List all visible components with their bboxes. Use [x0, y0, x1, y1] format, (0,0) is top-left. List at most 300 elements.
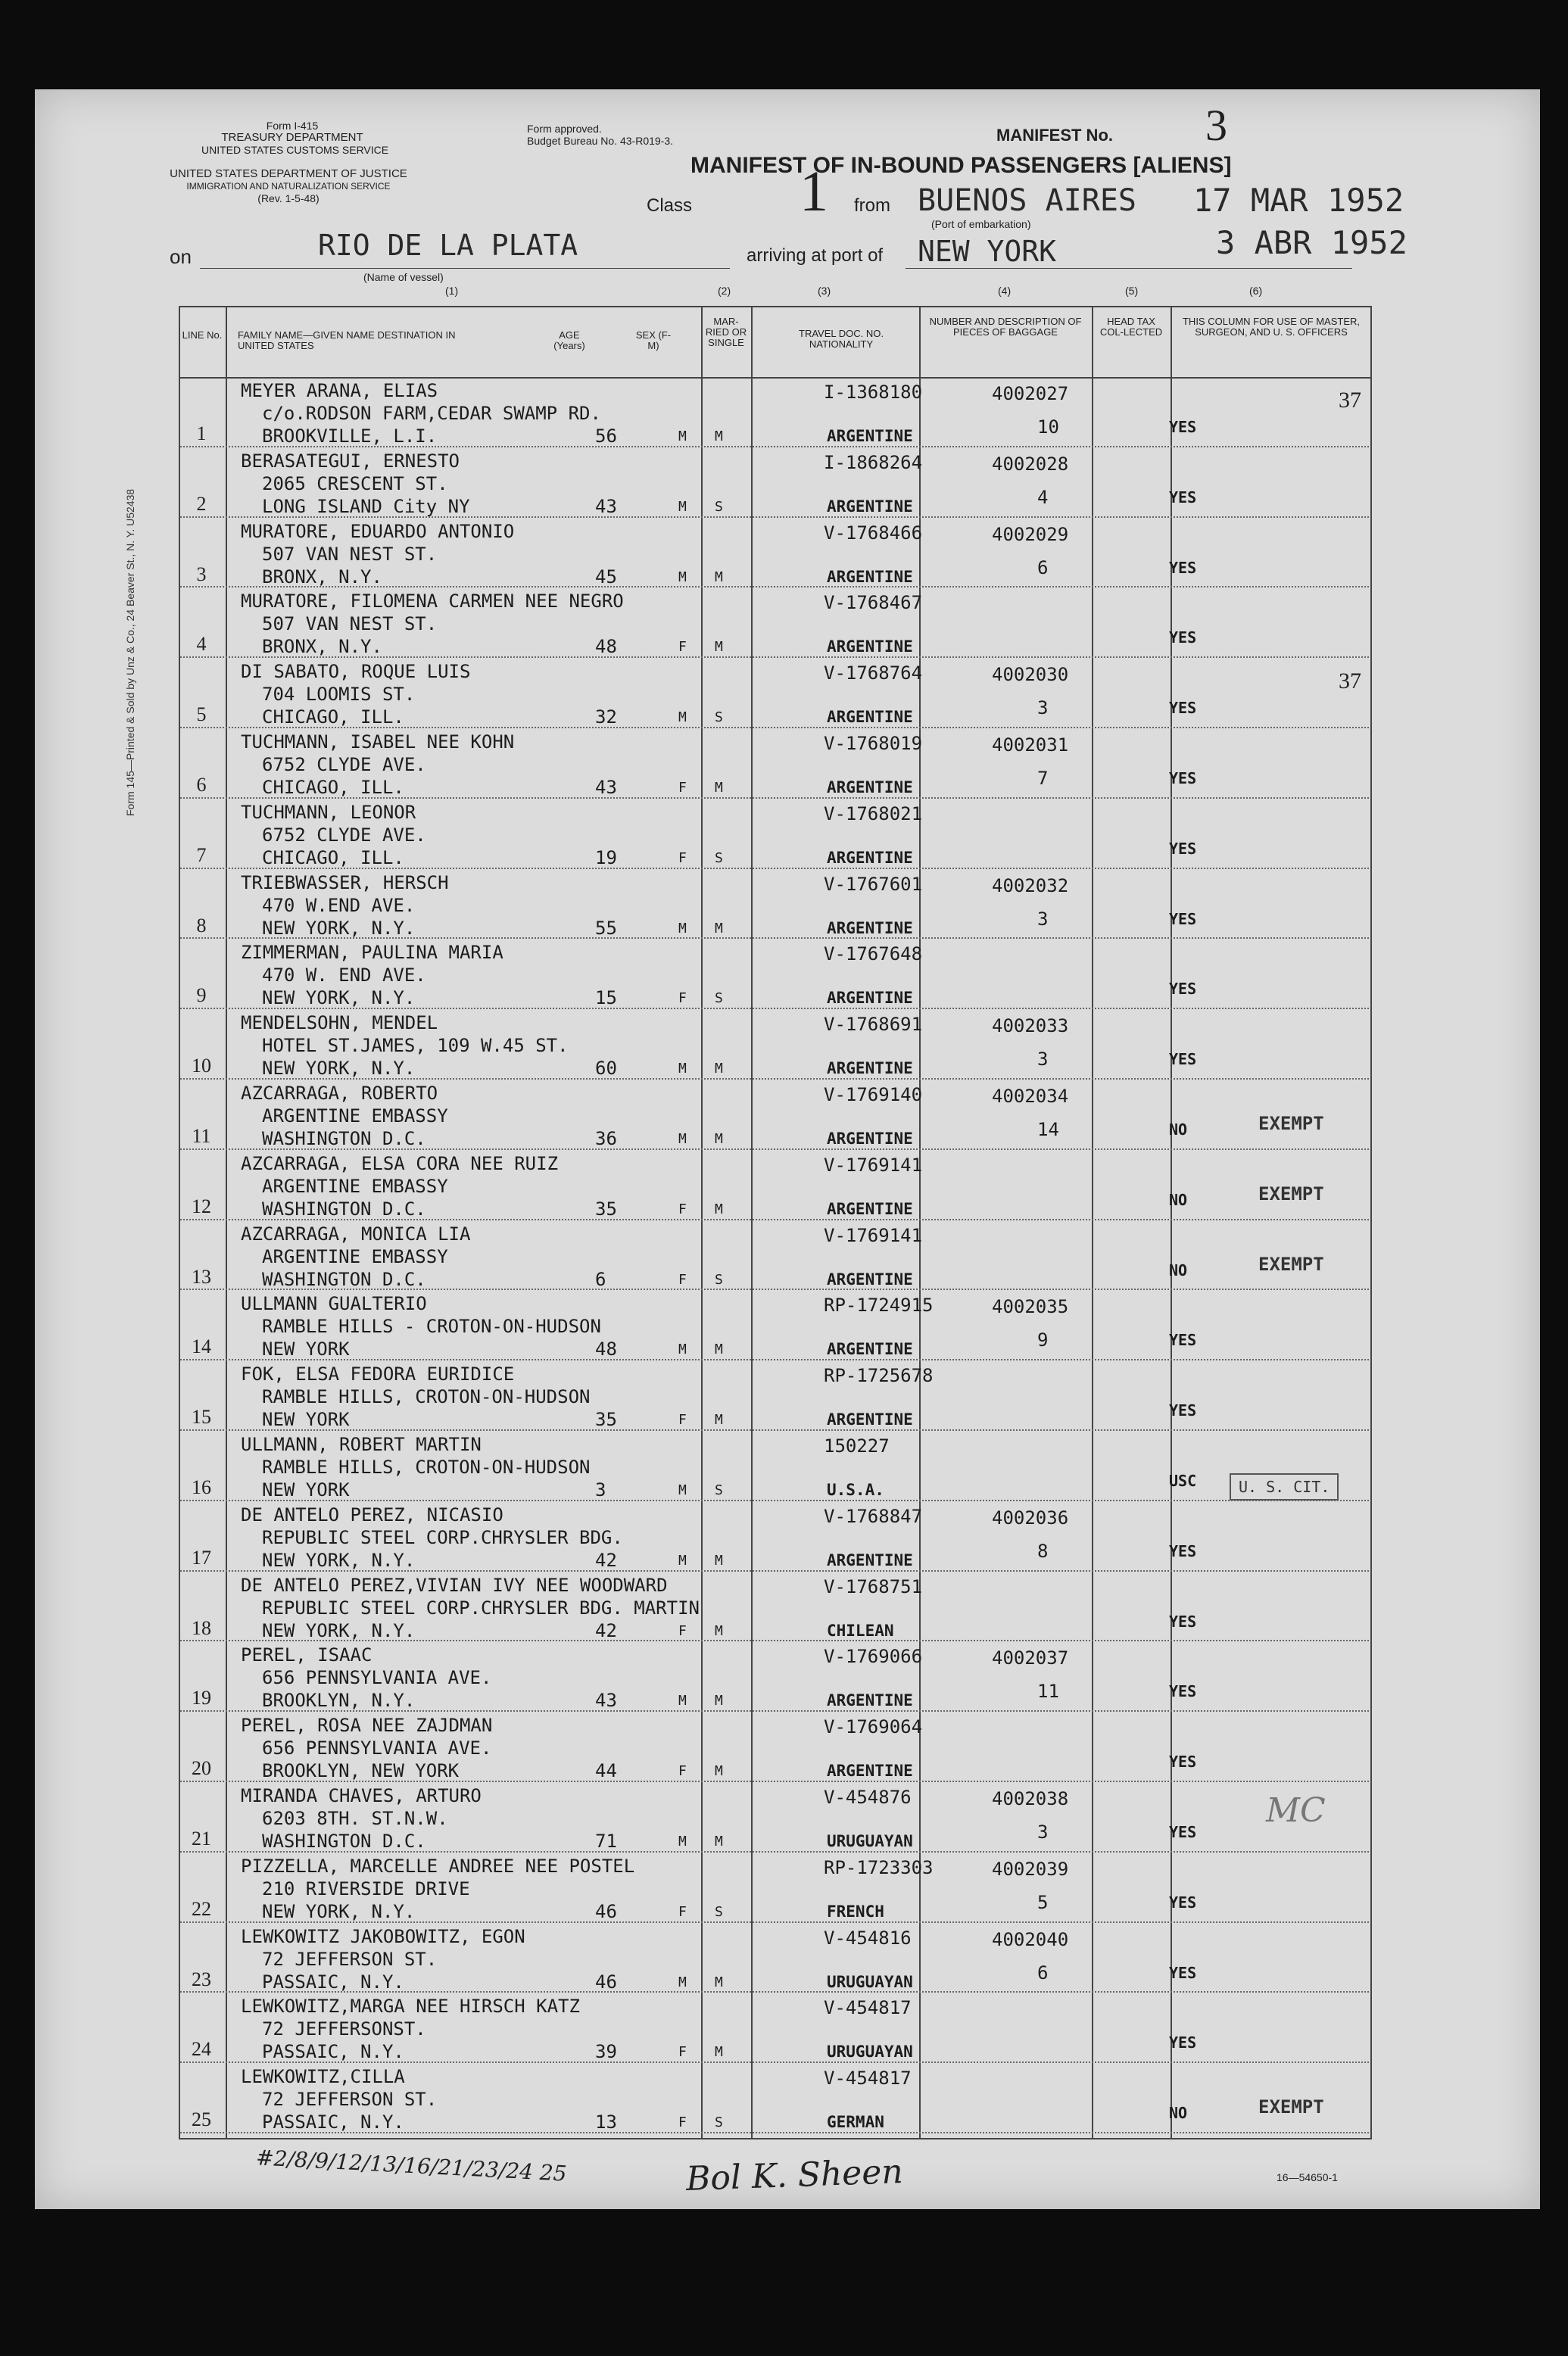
col-head-married: MAR-RIED OR SINGLE: [705, 316, 747, 348]
address-line-1: 210 RIVERSIDE DRIVE: [262, 1878, 470, 1899]
line-number: 8: [196, 914, 207, 936]
address-line-2: BRONX, N.Y.: [262, 636, 382, 658]
address-line-1: 656 PENNSYLVANIA AVE.: [262, 1737, 492, 1759]
address-line-2: PASSAIC, N.Y.: [262, 2111, 404, 2133]
nationality: GERMAN: [827, 2113, 884, 2132]
address-line-1: 656 PENNSYLVANIA AVE.: [262, 1667, 492, 1689]
row-separator: [180, 1851, 1369, 1853]
row-separator: [180, 797, 1369, 799]
row-separator: [180, 1640, 1369, 1642]
officer-note: MC: [1266, 1791, 1326, 1830]
address-line-2: PASSAIC, N.Y.: [262, 1971, 404, 1993]
address-line-2: BROOKLYN, N.Y.: [262, 1690, 416, 1712]
address-line-2: WASHINGTON D.C.: [262, 1128, 426, 1149]
address-line-2: CHICAGO, ILL.: [262, 777, 404, 798]
line-number: 14: [192, 1335, 211, 1358]
sex: M: [678, 709, 687, 726]
marital-status: S: [715, 1482, 723, 1498]
address-line-2: NEW YORK: [262, 1479, 350, 1501]
manifest-no-value: 3: [1205, 101, 1227, 150]
sex: F: [678, 639, 687, 656]
baggage-pieces: 3: [1037, 1049, 1049, 1070]
baggage-number: 4002039: [992, 1858, 1069, 1880]
travel-doc-no: I-1868264: [824, 451, 923, 473]
address-line-2: LONG ISLAND City NY: [262, 495, 470, 517]
family-name: MIRANDA CHAVES, ARTURO: [241, 1785, 482, 1806]
address-line-2: NEW YORK, N.Y.: [262, 1619, 416, 1641]
row-separator: [180, 1429, 1369, 1432]
line-number: 12: [192, 1195, 211, 1217]
marital-status: M: [715, 1834, 723, 1850]
marital-status: S: [715, 709, 723, 726]
travel-doc-no: RP-1725678: [824, 1365, 934, 1387]
nationality: CHILEAN: [827, 1621, 894, 1640]
address-line-1: 507 VAN NEST ST.: [262, 613, 438, 635]
head-tax: YES: [1169, 839, 1197, 858]
revision: (Rev. 1-5-48): [257, 192, 320, 204]
baggage-number: 4002035: [992, 1296, 1069, 1318]
col-divider: [751, 306, 753, 2139]
nationality: ARGENTINE: [827, 989, 913, 1008]
nationality: ARGENTINE: [827, 1762, 913, 1781]
table-left-border: [179, 306, 180, 2139]
marital-status: M: [715, 1412, 723, 1429]
head-tax: YES: [1169, 1682, 1197, 1701]
marital-status: M: [715, 1342, 723, 1358]
family-name: AZCARRAGA, ELSA CORA NEE RUIZ: [241, 1152, 559, 1174]
head-tax: YES: [1169, 628, 1197, 647]
family-name: MEYER ARANA, ELIAS: [241, 380, 438, 401]
line-number: 15: [192, 1406, 211, 1429]
line-number: 24: [192, 2038, 211, 2061]
justice-dept: UNITED STATES DEPARTMENT OF JUSTICE: [170, 167, 407, 180]
col-head-line: LINE No.: [182, 329, 223, 341]
age: 48: [595, 636, 617, 658]
col-num-2: (2): [718, 285, 731, 297]
col-head-sex: SEX (F-M): [635, 329, 672, 351]
head-tax: YES: [1169, 1401, 1197, 1420]
baggage-number: 4002040: [992, 1928, 1069, 1950]
nationality: ARGENTINE: [827, 708, 913, 727]
form-code: 16—54650-1: [1277, 2171, 1338, 2183]
head-tax: YES: [1169, 699, 1197, 718]
marital-status: M: [715, 1552, 723, 1569]
vessel-underline: [200, 268, 730, 269]
row-separator: [180, 1710, 1369, 1712]
row-separator: [180, 1500, 1369, 1502]
head-tax: YES: [1169, 1331, 1197, 1350]
embarkation-port: BUENOS AIRES: [918, 183, 1136, 218]
line-number: 22: [192, 1897, 211, 1920]
travel-doc-no: 150227: [824, 1435, 890, 1457]
col-divider: [701, 306, 703, 2139]
col-divider: [1092, 306, 1093, 2139]
marital-status: M: [715, 1763, 723, 1780]
head-tax: YES: [1169, 558, 1197, 577]
handwritten-line-note: #2/8/9/12/13/16/21/23/24 25: [255, 2145, 568, 2186]
officer-note: EXEMPT: [1258, 1183, 1324, 1204]
col-head-name: FAMILY NAME—GIVEN NAME DESTINATION IN UNITED STATES: [238, 329, 456, 351]
baggage-pieces: 6: [1037, 556, 1049, 578]
age: 45: [595, 566, 617, 587]
date-stamp-2: 3 ABR 1952: [1216, 224, 1407, 261]
manifest-page: [35, 89, 1540, 2209]
age: 3: [595, 1479, 606, 1501]
marital-status: M: [715, 1131, 723, 1147]
family-name: FOK, ELSA FEDORA EURIDICE: [241, 1363, 515, 1385]
marital-status: S: [715, 849, 723, 866]
address-line-2: WASHINGTON D.C.: [262, 1268, 426, 1290]
age: 32: [595, 706, 617, 728]
officer-note: 37: [1339, 668, 1361, 694]
travel-doc-no: V-1768021: [824, 802, 923, 824]
arrival-port: NEW YORK: [918, 235, 1057, 268]
family-name: LEWKOWITZ,MARGA NEE HIRSCH KATZ: [241, 1996, 580, 2018]
nationality: ARGENTINE: [827, 427, 913, 445]
class-value: 1: [800, 160, 828, 223]
marital-status: M: [715, 1201, 723, 1217]
address-line-2: BRONX, N.Y.: [262, 566, 382, 587]
address-line-2: BROOKLYN, NEW YORK: [262, 1760, 460, 1782]
marital-status: M: [715, 1693, 723, 1709]
sex: F: [678, 849, 687, 866]
age: 55: [595, 917, 617, 939]
address-line-2: NEW YORK, N.Y.: [262, 1549, 416, 1571]
family-name: LEWKOWITZ,CILLA: [241, 2066, 405, 2088]
address-line-1: c/o.RODSON FARM,CEDAR SWAMP RD.: [262, 403, 601, 424]
address-line-1: 6752 CLYDE AVE.: [262, 754, 426, 775]
address-line-1: 6752 CLYDE AVE.: [262, 824, 426, 846]
baggage-pieces: 8: [1037, 1540, 1049, 1562]
marital-status: M: [715, 429, 723, 444]
marital-status: S: [715, 1903, 723, 1920]
age: 42: [595, 1549, 617, 1571]
line-number: 18: [192, 1616, 211, 1639]
age: 56: [595, 425, 617, 447]
travel-doc-no: V-1768751: [824, 1575, 923, 1597]
family-name: TRIEBWASSER, HERSCH: [241, 871, 449, 893]
baggage-pieces: 11: [1037, 1681, 1059, 1703]
table-top-border: [179, 306, 1372, 307]
baggage-number: 4002036: [992, 1507, 1069, 1529]
line-number: 4: [196, 633, 207, 656]
baggage-number: 4002037: [992, 1647, 1069, 1669]
date-stamp-1: 17 MAR 1952: [1193, 182, 1404, 219]
head-tax: YES: [1169, 1050, 1197, 1069]
age: 60: [595, 1058, 617, 1080]
address-line-1: RAMBLE HILLS - CROTON-ON-HUDSON: [262, 1316, 601, 1338]
head-tax: USC: [1169, 1472, 1197, 1490]
age: 15: [595, 987, 617, 1009]
line-number: 19: [192, 1687, 211, 1709]
manifest-title: MANIFEST OF IN-BOUND PASSENGERS [ALIENS]: [690, 153, 1232, 178]
baggage-number: 4002034: [992, 1086, 1069, 1107]
row-separator: [180, 1359, 1369, 1361]
travel-doc-no: V-1769066: [824, 1646, 923, 1668]
nationality: U.S.A.: [827, 1481, 884, 1499]
officer-note: EXEMPT: [1258, 2096, 1324, 2118]
nationality: ARGENTINE: [827, 567, 913, 586]
budget-note: [527, 123, 673, 147]
nationality: ARGENTINE: [827, 1270, 913, 1289]
address-line-1: 507 VAN NEST ST.: [262, 543, 438, 565]
address-line-2: NEW YORK: [262, 1338, 350, 1360]
address-line-2: WASHINGTON D.C.: [262, 1831, 426, 1852]
family-name: MURATORE, FILOMENA CARMEN NEE NEGRO: [241, 591, 624, 612]
baggage-number: 4002031: [992, 734, 1069, 756]
address-line-1: 470 W.END AVE.: [262, 894, 416, 916]
sex: F: [678, 1201, 687, 1217]
address-line-2: NEW YORK, N.Y.: [262, 1058, 416, 1080]
line-number: 21: [192, 1828, 211, 1850]
address-line-1: 704 LOOMIS ST.: [262, 684, 416, 706]
address-line-2: BROOKVILLE, L.I.: [262, 425, 438, 447]
family-name: BERASATEGUI, ERNESTO: [241, 450, 460, 472]
head-tax: NO: [1169, 1261, 1188, 1279]
vessel-name: RIO DE LA PLATA: [318, 229, 578, 262]
sex: M: [678, 1974, 687, 1990]
embarkation-note: (Port of embarkation): [931, 218, 1031, 230]
baggage-pieces: 3: [1037, 1822, 1049, 1843]
baggage-number: 4002030: [992, 664, 1069, 686]
travel-doc-no: V-1769064: [824, 1716, 923, 1738]
age: 6: [595, 1268, 606, 1290]
baggage-number: 4002027: [992, 383, 1069, 404]
sex: F: [678, 1763, 687, 1780]
age: 46: [595, 1971, 617, 1993]
row-separator: [180, 1148, 1369, 1151]
from-label: from: [854, 195, 890, 216]
col-num-6: (6): [1249, 285, 1263, 297]
line-number: 1: [196, 422, 207, 444]
officer-signature: Bol K. Sheen: [685, 2152, 904, 2199]
nationality: FRENCH: [827, 1902, 884, 1921]
customs-service: UNITED STATES CUSTOMS SERVICE: [201, 144, 389, 156]
col-head-travel-doc: TRAVEL DOC. NO. NATIONALITY: [799, 328, 884, 350]
nationality: ARGENTINE: [827, 848, 913, 867]
age: 44: [595, 1760, 617, 1782]
col-num-3: (3): [818, 285, 831, 297]
head-tax: YES: [1169, 980, 1197, 999]
address-line-1: REPUBLIC STEEL CORP.CHRYSLER BDG.: [262, 1526, 623, 1548]
address-line-1: 72 JEFFERSON ST.: [262, 1948, 438, 1970]
nationality: ARGENTINE: [827, 918, 913, 937]
port-underline: [906, 268, 1352, 269]
travel-doc-no: RP-1724915: [824, 1295, 934, 1317]
baggage-pieces: 6: [1037, 1962, 1049, 1984]
age: 43: [595, 495, 617, 517]
address-line-1: RAMBLE HILLS, CROTON-ON-HUDSON: [262, 1457, 591, 1478]
baggage-number: 4002032: [992, 874, 1069, 896]
line-number: 10: [192, 1055, 211, 1077]
sex: F: [678, 1903, 687, 1920]
head-tax: YES: [1169, 1893, 1197, 1912]
vessel-note: (Name of vessel): [363, 271, 444, 283]
age: 19: [595, 846, 617, 868]
head-tax: NO: [1169, 1190, 1188, 1209]
baggage-pieces: 5: [1037, 1891, 1049, 1913]
nationality: ARGENTINE: [827, 637, 913, 656]
family-name: DE ANTELO PEREZ, NICASIO: [241, 1504, 503, 1525]
family-name: TUCHMANN, LEONOR: [241, 801, 416, 823]
family-name: DE ANTELO PEREZ,VIVIAN IVY NEE WOODWARD: [241, 1574, 668, 1596]
travel-doc-no: V-1769141: [824, 1224, 923, 1246]
age: 43: [595, 1690, 617, 1712]
baggage-pieces: 3: [1037, 697, 1049, 719]
travel-doc-no: V-1769140: [824, 1084, 923, 1105]
address-line-1: ARGENTINE EMBASSY: [262, 1105, 448, 1127]
baggage-pieces: 14: [1037, 1119, 1059, 1140]
baggage-pieces: 3: [1037, 908, 1049, 930]
line-number: 11: [192, 1125, 211, 1147]
col-head-baggage: NUMBER AND DESCRIPTION OF PIECES OF BAGGAGE: [929, 316, 1082, 338]
line-number: 17: [192, 1546, 211, 1569]
col-head-head-tax: HEAD TAX COL-LECTED: [1099, 316, 1163, 338]
sex: M: [678, 1131, 687, 1147]
sex: M: [678, 569, 687, 585]
marital-status: M: [715, 1622, 723, 1639]
table-bottom-border: [179, 2138, 1372, 2139]
row-separator: [180, 446, 1369, 448]
form-approved: Form approved.: [527, 123, 602, 135]
travel-doc-no: I-1368180: [824, 382, 923, 403]
row-separator: [180, 937, 1369, 940]
age: 48: [595, 1338, 617, 1360]
family-name: PEREL, ROSA NEE ZAJDMAN: [241, 1715, 493, 1737]
col-num-5: (5): [1125, 285, 1139, 297]
sex: F: [678, 2044, 687, 2061]
col-head-officers: THIS COLUMN FOR USE OF MASTER, SURGEON, AND U. S. OFFICERS: [1182, 316, 1360, 338]
line-number: 3: [196, 563, 207, 585]
row-separator: [180, 1289, 1369, 1291]
travel-doc-no: V-1768467: [824, 592, 923, 614]
head-tax: YES: [1169, 1541, 1197, 1560]
age: 39: [595, 2041, 617, 2063]
nationality: ARGENTINE: [827, 1199, 913, 1218]
row-separator: [180, 1781, 1369, 1783]
family-name: ULLMANN, ROBERT MARTIN: [241, 1434, 482, 1455]
nationality: ARGENTINE: [827, 1340, 913, 1359]
nationality: ARGENTINE: [827, 1410, 913, 1429]
line-number: 9: [196, 984, 207, 1007]
marital-status: M: [715, 1061, 723, 1077]
sex: F: [678, 990, 687, 1007]
row-separator: [180, 656, 1369, 659]
marital-status: S: [715, 498, 723, 515]
age: 71: [595, 1831, 617, 1852]
address-line-2: PASSAIC, N.Y.: [262, 2041, 404, 2063]
row-separator: [180, 1008, 1369, 1010]
col-num-1: (1): [445, 285, 459, 297]
marital-status: M: [715, 569, 723, 585]
row-separator: [180, 868, 1369, 870]
sex: M: [678, 1342, 687, 1358]
baggage-pieces: 7: [1037, 768, 1049, 789]
col-num-4: (4): [998, 285, 1012, 297]
line-number: 13: [192, 1265, 211, 1288]
travel-doc-no: V-1768764: [824, 662, 923, 684]
address-line-1: 72 JEFFERSONST.: [262, 2018, 426, 2040]
family-name: TUCHMANN, ISABEL NEE KOHN: [241, 731, 515, 753]
marital-status: S: [715, 2114, 723, 2131]
sex: M: [678, 1061, 687, 1077]
head-tax: YES: [1169, 2033, 1197, 2052]
officer-note: EXEMPT: [1258, 1113, 1324, 1134]
travel-doc-no: V-1768847: [824, 1505, 923, 1527]
sex: F: [678, 1271, 687, 1288]
baggage-pieces: 9: [1037, 1329, 1049, 1351]
head-tax: YES: [1169, 909, 1197, 928]
address-line-1: ARGENTINE EMBASSY: [262, 1175, 448, 1197]
form-header-justice: [164, 168, 413, 204]
row-separator: [180, 2132, 1369, 2134]
family-name: PEREL, ISAAC: [241, 1644, 373, 1666]
baggage-number: 4002028: [992, 453, 1069, 475]
address-line-1: 470 W. END AVE.: [262, 965, 426, 986]
marital-status: S: [715, 1271, 723, 1288]
address-line-1: RAMBLE HILLS, CROTON-ON-HUDSON: [262, 1386, 591, 1408]
form-header-treasury: [201, 120, 389, 156]
table-right-border: [1370, 306, 1372, 2139]
printer-imprint: Form 145—Printed & Sold by Unz & Co., 24 Beaver St., N. Y. U52438: [124, 488, 136, 816]
address-line-1: ARGENTINE EMBASSY: [262, 1245, 448, 1267]
head-tax: YES: [1169, 1823, 1197, 1841]
nationality: URUGUAYAN: [827, 2043, 913, 2062]
address-line-2: CHICAGO, ILL.: [262, 846, 404, 868]
row-separator: [180, 1921, 1369, 1924]
sex: F: [678, 1412, 687, 1429]
row-separator: [180, 1219, 1369, 1221]
nationality: ARGENTINE: [827, 1550, 913, 1569]
nationality: ARGENTINE: [827, 1059, 913, 1078]
travel-doc-no: V-454817: [824, 1997, 912, 2019]
marital-status: S: [715, 990, 723, 1007]
row-separator: [180, 1991, 1369, 1993]
line-number: 7: [196, 843, 207, 866]
nationality: ARGENTINE: [827, 778, 913, 796]
arriving-label: arriving at port of: [747, 245, 884, 266]
nationality: URUGUAYAN: [827, 1832, 913, 1850]
marital-status: M: [715, 639, 723, 656]
row-separator: [180, 1570, 1369, 1572]
travel-doc-no: V-1769141: [824, 1154, 923, 1176]
age: 46: [595, 1900, 617, 1922]
address-line-2: NEW YORK, N.Y.: [262, 1900, 416, 1922]
family-name: DI SABATO, ROQUE LUIS: [241, 661, 471, 683]
row-separator: [180, 586, 1369, 588]
address-line-2: NEW YORK: [262, 1409, 350, 1431]
travel-doc-no: V-1768466: [824, 522, 923, 544]
family-name: LEWKOWITZ JAKOBOWITZ, EGON: [241, 1925, 525, 1947]
travel-doc-no: V-1768019: [824, 733, 923, 754]
marital-status: M: [715, 780, 723, 796]
travel-doc-no: V-1767601: [824, 873, 923, 895]
sex: M: [678, 920, 687, 936]
head-tax: YES: [1169, 1963, 1197, 1982]
address-line-2: CHICAGO, ILL.: [262, 706, 404, 728]
row-separator: [180, 1078, 1369, 1080]
ins-service: IMMIGRATION AND NATURALIZATION SERVICE: [186, 181, 391, 192]
family-name: AZCARRAGA, ROBERTO: [241, 1083, 438, 1104]
line-number: 6: [196, 774, 207, 796]
line-number: 20: [192, 1757, 211, 1780]
nationality: ARGENTINE: [827, 497, 913, 516]
head-tax: YES: [1169, 1753, 1197, 1772]
travel-doc-no: V-454876: [824, 1787, 912, 1808]
address-line-1: 6203 8TH. ST.N.W.: [262, 1808, 448, 1829]
sex: M: [678, 429, 687, 444]
sex: F: [678, 2114, 687, 2131]
